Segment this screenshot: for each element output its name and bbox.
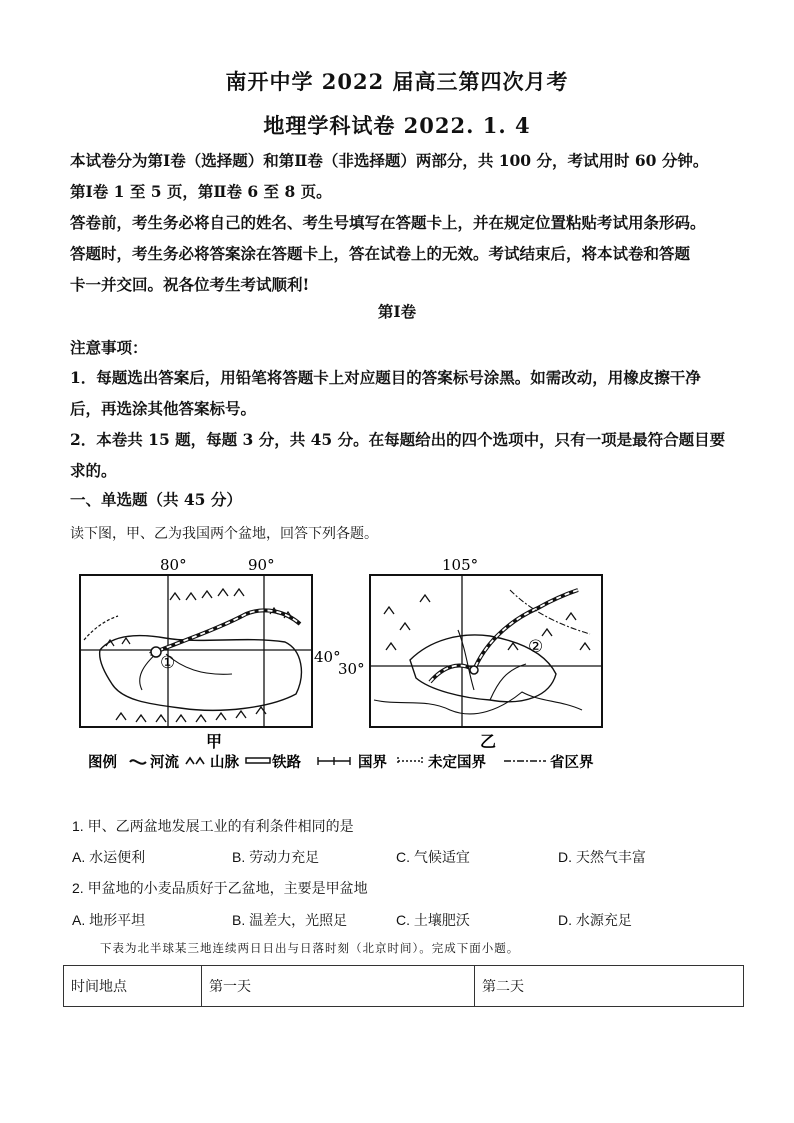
legend-river-label: 河流 xyxy=(150,754,179,771)
legend-mountain-symbol xyxy=(186,758,204,764)
exam-subtitle: 地理学科试卷 2022. 1. 4 xyxy=(263,113,531,138)
table-intro: 下表为北半球某三地连续两日日出与日落时刻（北京时间）。完成下面小题。 xyxy=(100,941,520,955)
map-left xyxy=(80,556,341,751)
q2-option-b: B. 温差大，光照足 xyxy=(232,912,348,928)
mountain-symbols-north xyxy=(170,589,244,600)
table-header-cell: 第二天 xyxy=(475,966,744,1007)
legend-undefined-border-label: 未定国界 xyxy=(428,754,486,771)
legend-province-border-label: 省区界 xyxy=(550,754,594,771)
basin-outline xyxy=(100,636,302,711)
label-lat-30: 30° xyxy=(338,660,365,678)
map-legend xyxy=(88,753,594,771)
basin-marker-2: ② xyxy=(528,637,544,657)
table-header-cell: 时间地点 xyxy=(64,966,202,1007)
map-left-label: 甲 xyxy=(206,732,223,751)
intro-line: 答卷前，考生务必将自己的姓名、考生号填写在答题卡上，并在规定位置粘贴考试用条形码。 xyxy=(70,213,706,232)
basin-marker-1: ① xyxy=(160,653,176,673)
intro-instructions xyxy=(70,145,730,300)
legend-undefined-border-symbol xyxy=(398,757,422,765)
mountain-symbols-right xyxy=(384,595,590,650)
legend-border-label: 国界 xyxy=(358,754,387,771)
table-row xyxy=(64,966,744,1007)
table-header-cell: 第一天 xyxy=(202,966,475,1007)
map-left-frame xyxy=(80,575,312,727)
note-line: 2．本卷共 15 题，每题 3 分，共 45 分。在每题给出的四个选项中，只有一项是最符合题目要 xyxy=(70,430,726,449)
railway-line-right xyxy=(430,590,578,682)
map-intro: 读下图，甲、乙为我国两个盆地，回答下列各题。 xyxy=(70,525,378,541)
q2-option-d: D. 水源充足 xyxy=(558,912,632,928)
section-title: 第Ⅰ卷 xyxy=(377,302,417,321)
river-lines xyxy=(140,652,232,690)
province-border-line xyxy=(510,590,590,634)
notes-block xyxy=(70,362,730,486)
q2-option-c: C. 土壤肥沃 xyxy=(396,912,470,928)
part-heading: 一、单选题（共 45 分） xyxy=(70,490,242,509)
sunrise-sunset-table xyxy=(63,965,744,1007)
notes-heading: 注意事项： xyxy=(70,338,148,357)
question-1-stem: 1. 甲、乙两盆地发展工业的有利条件相同的是 xyxy=(72,818,354,834)
legend-border-symbol xyxy=(318,757,350,765)
q2-option-a: A. 地形平坦 xyxy=(72,912,146,928)
label-lon-90: 90° xyxy=(248,556,275,574)
note-line: 1．每题选出答案后，用铅笔将答题卡上对应题目的答案标号涂黑。如需改动，用橡皮擦干净 xyxy=(70,368,701,387)
map-right-label: 乙 xyxy=(480,732,497,751)
intro-line: 答题时，考生务必将答案涂在答题卡上，答在试卷上的无效。考试结束后，将本试卷和答题 xyxy=(70,244,691,263)
city-marker-right xyxy=(470,666,478,674)
railway-line xyxy=(150,610,300,654)
q1-option-b: B. 劳动力充足 xyxy=(232,849,320,865)
label-lon-105: 105° xyxy=(442,556,479,574)
legend-title: 图例 xyxy=(88,754,117,771)
border-line xyxy=(84,616,118,640)
q1-option-a: A. 水运便利 xyxy=(72,849,146,865)
intro-line: 第Ⅰ卷 1 至 5 页，第Ⅱ卷 6 至 8 页。 xyxy=(70,182,332,201)
legend-railway-label: 铁路 xyxy=(272,754,301,771)
basin-map-figure xyxy=(70,550,630,775)
note-line: 后，再选涂其他答案标号。 xyxy=(70,399,257,418)
q1-option-d: D. 天然气丰富 xyxy=(558,849,646,865)
exam-title: 南开中学 2022 届高三第四次月考 xyxy=(225,69,569,94)
label-lat-40: 40° xyxy=(314,648,341,666)
question-2-stem: 2. 甲盆地的小麦品质好于乙盆地，主要是甲盆地 xyxy=(72,880,368,896)
label-lon-80: 80° xyxy=(160,556,187,574)
legend-river-symbol xyxy=(130,760,146,763)
legend-railway-symbol xyxy=(246,758,270,763)
q1-option-c: C. 气候适宜 xyxy=(396,849,470,865)
map-right xyxy=(338,556,602,751)
intro-line: 卡一并交回。祝各位考生考试顺利! xyxy=(70,275,310,294)
railway-line-ticks xyxy=(150,610,300,654)
intro-line: 本试卷分为第Ⅰ卷（选择题）和第Ⅱ卷（非选择题）两部分，共 100 分，考试用时 60 分钟。 xyxy=(70,151,709,170)
legend-mountain-label: 山脉 xyxy=(210,754,239,771)
note-line: 求的。 xyxy=(70,461,117,480)
